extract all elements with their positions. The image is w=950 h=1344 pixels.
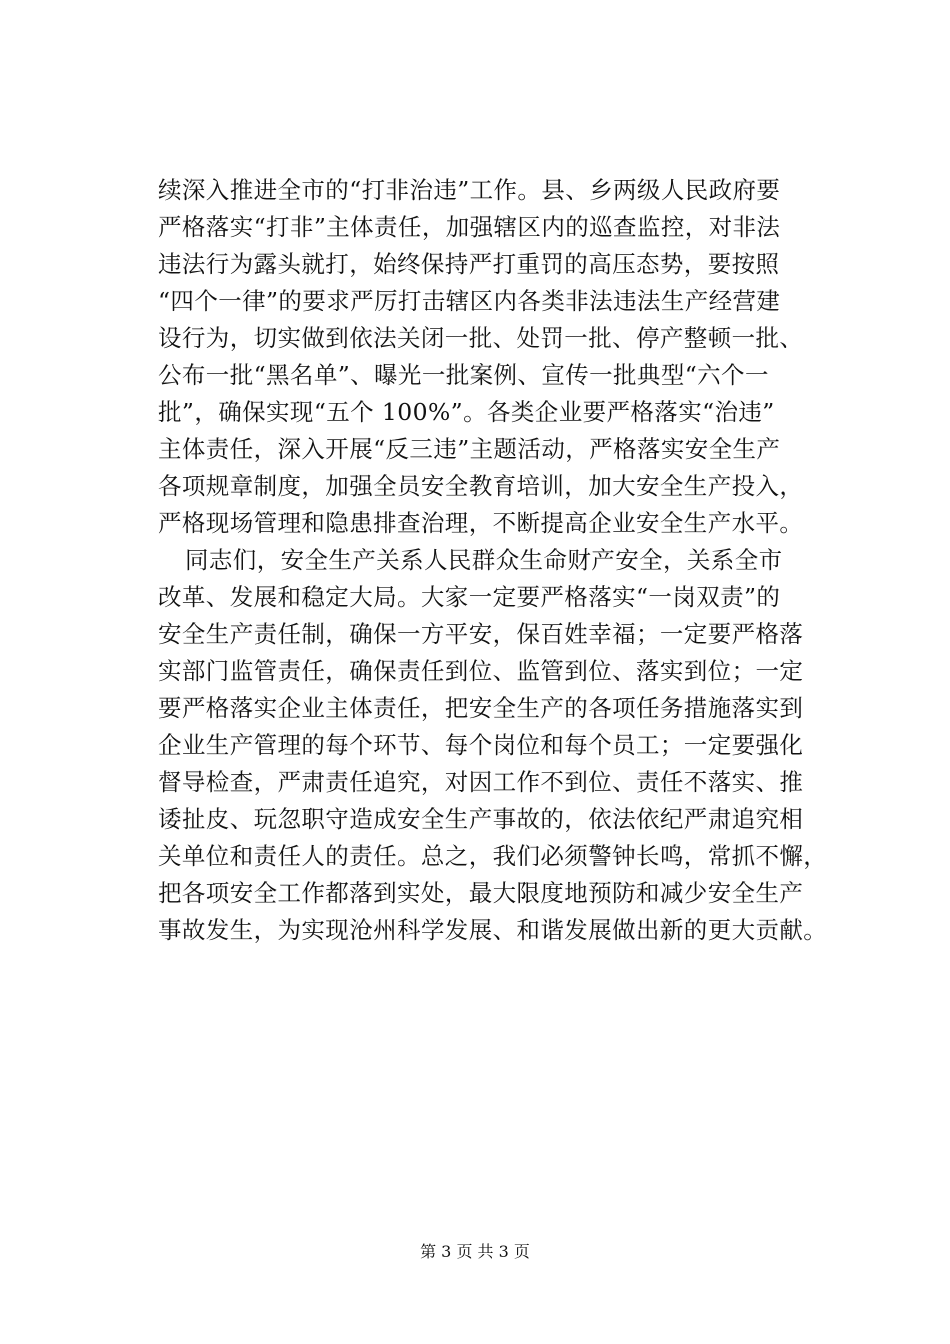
text-line: 严格落实“打非”主体责任，加强辖区内的巡查监控，对非法 (158, 213, 781, 241)
text-line: 把各项安全工作都落到实处，最大限度地预防和减少安全生产 (158, 879, 804, 907)
text-line: 公布一批“黑名单”、曝光一批案例、宣传一批典型“六个一 (158, 361, 769, 389)
text-line: 企业生产管理的每个环节、每个岗位和每个员工；一定要强化 (158, 731, 804, 759)
text-line: “四个一律”的要求严厉打击辖区内各类非法违法生产经营建 (158, 287, 781, 315)
text-line: 诿扯皮、玩忽职守造成安全生产事故的，依法依纪严肃追究相 (158, 805, 804, 833)
text-line: 改革、发展和稳定大局。大家一定要严格落实“一岗双责”的 (158, 583, 781, 611)
text-line: 批”，确保实现“五个 100%”。各类企业要严格落实“治违” (158, 398, 775, 426)
text-line: 严格现场管理和隐患排查治理，不断提高企业安全生产水平。 (158, 509, 804, 537)
text-line: 各项规章制度，加强全员安全教育培训，加大安全生产投入， (158, 472, 804, 500)
text-line: 督导检查，严肃责任追究，对因工作不到位、责任不落实、推 (158, 768, 804, 796)
text-line: 主体责任，深入开展“反三违”主题活动，严格落实安全生产 (158, 435, 781, 463)
text-line: 违法行为露头就打，始终保持严打重罚的高压态势，要按照 (158, 250, 780, 278)
text-line: 设行为，切实做到依法关闭一批、处罚一批、停产整顿一批、 (158, 324, 804, 352)
document-body (158, 172, 838, 949)
paragraph-start-line: 同志们，安全生产关系人民群众生命财产安全，关系全市 (185, 546, 783, 574)
text-line: 要严格落实企业主体责任，把安全生产的各项任务措施落实到 (158, 694, 804, 722)
text-line: 安全生产责任制，确保一方平安，保百姓幸福；一定要严格落 (158, 620, 804, 648)
text-line: 事故发生，为实现沧州科学发展、和谐发展做出新的更大贡献。 (158, 916, 828, 944)
text-line: 关单位和责任人的责任。总之，我们必须警钟长鸣，常抓不懈， (158, 842, 828, 870)
text-line: 续深入推进全市的“打非治违”工作。县、乡两级人民政府要 (158, 176, 781, 204)
page-number-footer: 第 3 页 共 3 页 (420, 1242, 530, 1261)
text-line: 实部门监管责任，确保责任到位、监管到位、落实到位；一定 (158, 657, 804, 685)
